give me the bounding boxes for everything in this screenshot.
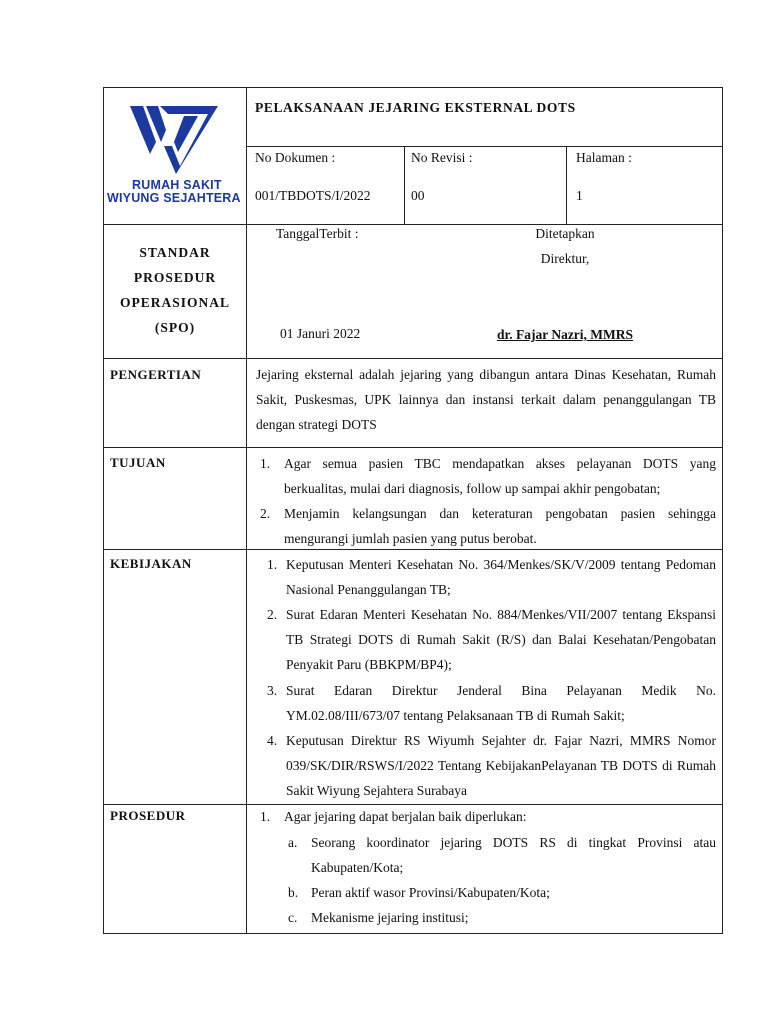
kebijakan-item-4-text: Keputusan Direktur RS Wiyumh Sejahter dr. Fajar Nazri, MMRS Nomor 039/SK/DIR/RSWS/I/2022 Tentang KebijakanPelayanan TB DOTS di Rumah Sakit Wiyung Sejahtera Surabaya bbox=[286, 733, 716, 798]
kebijakan-item-2-text: Surat Edaran Menteri Kesehatan No. 884/Menkes/VII/2007 tentang Ekspansi TB Strategi DOTS di Rumah Sakit (R/S) dan Balai Kesehatan/Pengobatan Penyakit Paru (BBKPM/BP4); bbox=[286, 607, 716, 672]
prosedur-sub-a-num: a. bbox=[288, 835, 298, 850]
approved-label: Ditetapkan bbox=[535, 226, 595, 241]
header-col-divider-2 bbox=[566, 146, 567, 224]
logo-line-2: WIYUNG SEJAHTERA bbox=[107, 191, 241, 205]
tujuan-label: TUJUAN bbox=[110, 455, 166, 470]
prosedur-sub-b-text: Peran aktif wasor Provinsi/Kabupaten/Kota; bbox=[311, 885, 550, 900]
issue-date-value: 01 Januri 2022 bbox=[280, 326, 361, 341]
table-border-top bbox=[103, 87, 723, 88]
tujuan-item-2-num: 2. bbox=[260, 506, 271, 521]
kebijakan-item-1-num: 1. bbox=[267, 557, 278, 572]
kebijakan-label: KEBIJAKAN bbox=[110, 556, 192, 571]
spo-line-1: STANDAR bbox=[139, 245, 211, 260]
title-row-divider bbox=[247, 146, 723, 147]
table-border-right bbox=[722, 87, 723, 934]
header-bottom-divider bbox=[103, 224, 723, 225]
label-column-divider bbox=[246, 87, 247, 934]
prosedur-sub-c-num: c. bbox=[288, 910, 298, 925]
prosedur-sub-b-num: b. bbox=[288, 885, 299, 900]
prosedur-item-1-text: Agar jejaring dapat berjalan baik diperlukan: bbox=[284, 809, 527, 824]
kebijakan-item-2-num: 2. bbox=[267, 607, 278, 622]
kebijakan-bottom-divider bbox=[103, 804, 723, 805]
logo-line-1: RUMAH SAKIT bbox=[132, 178, 222, 192]
table-border-bottom bbox=[103, 933, 723, 934]
kebijakan-item-1-text: Keputusan Menteri Kesehatan No. 364/Menkes/SK/V/2009 tentang Pedoman Nasional Penanggulangan TB; bbox=[286, 557, 716, 597]
director-name: dr. Fajar Nazri, MMRS bbox=[496, 327, 634, 342]
prosedur-sub-a-text: Seorang koordinator jejaring DOTS RS di tingkat Provinsi atau Kabupaten/Kota; bbox=[311, 835, 716, 875]
doc-no-label: No Dokumen : bbox=[255, 150, 336, 165]
spo-bottom-divider bbox=[103, 358, 723, 359]
pengertian-bottom-divider bbox=[103, 447, 723, 448]
prosedur-item-1-num: 1. bbox=[260, 809, 271, 824]
hospital-logo-icon bbox=[128, 102, 220, 176]
issue-date-label: TanggalTerbit : bbox=[276, 226, 359, 241]
table-border-left bbox=[103, 87, 104, 934]
tujuan-item-1-text: Agar semua pasien TBC mendapatkan akses pelayanan DOTS yang berkualitas, mulai dari diagnosis, follow up sampai akhir pengobatan; bbox=[284, 456, 716, 496]
page-label: Halaman : bbox=[576, 150, 632, 165]
tujuan-item-2-text: Menjamin kelangsungan dan keteraturan pengobatan pasien sehingga mengurangi jumlah pasien yang putus berobat. bbox=[284, 506, 716, 546]
page-value: 1 bbox=[576, 188, 583, 203]
kebijakan-item-3-text: Surat Edaran Direktur Jenderal Bina Pelayanan Medik No. YM.02.08/III/673/07 tentang Pelaksanaan TB di Rumah Sakit; bbox=[286, 683, 716, 723]
doc-no-value: 001/TBDOTS/I/2022 bbox=[255, 188, 371, 203]
revision-value: 00 bbox=[411, 188, 425, 203]
prosedur-label: PROSEDUR bbox=[110, 808, 186, 823]
prosedur-sub-c-text: Mekanisme jejaring institusi; bbox=[311, 910, 469, 925]
kebijakan-item-4-num: 4. bbox=[267, 733, 278, 748]
spo-line-3: OPERASIONAL bbox=[119, 295, 230, 310]
spo-line-4: (SPO) bbox=[154, 320, 196, 335]
pengertian-text: Jejaring eksternal adalah jejaring yang dibangun antara Dinas Kesehatan, Rumah Sakit, Puskesmas, UPK lainnya dan instansi terkait dalam penanggulangan TB dengan strategi DOTS bbox=[256, 367, 716, 432]
approved-role: Direktur, bbox=[540, 251, 590, 266]
kebijakan-item-3-num: 3. bbox=[267, 683, 278, 698]
pengertian-label: PENGERTIAN bbox=[110, 367, 202, 382]
spo-line-2: PROSEDUR bbox=[133, 270, 217, 285]
tujuan-item-1-num: 1. bbox=[260, 456, 271, 471]
revision-label: No Revisi : bbox=[411, 150, 473, 165]
header-col-divider-1 bbox=[404, 146, 405, 224]
document-title: PELAKSANAAN JEJARING EKSTERNAL DOTS bbox=[255, 100, 576, 115]
